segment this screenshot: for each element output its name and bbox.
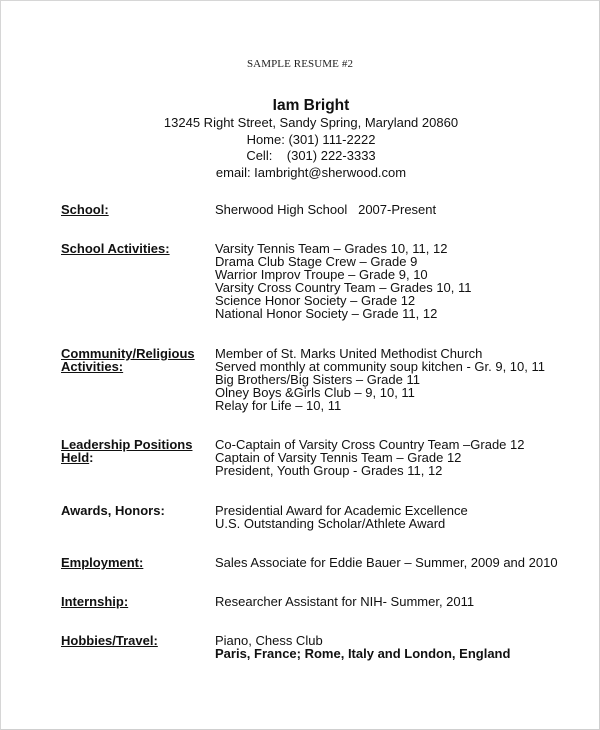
list-item: Captain of Varsity Tennis Team – Grade 12 bbox=[215, 450, 462, 465]
section-values bbox=[215, 595, 595, 608]
home-phone: Home: (301) 111-2222 bbox=[246, 131, 376, 147]
section-label: School: bbox=[61, 202, 109, 217]
section-values bbox=[215, 556, 595, 569]
section-values bbox=[215, 347, 595, 412]
section-label: Leadership Positions Held: bbox=[61, 437, 193, 465]
list-item: National Honor Society – Grade 11, 12 bbox=[215, 306, 438, 321]
list-item-bold: Paris, France; Rome, Italy and London, England bbox=[215, 646, 511, 661]
section-label: Internship: bbox=[61, 594, 129, 609]
list-item: Served monthly at community soup kitchen - Gr. 9, 10, 11 bbox=[215, 359, 545, 374]
list-item: Drama Club Stage Crew – Grade 9 bbox=[215, 254, 418, 269]
list-item: Piano, Chess Club bbox=[215, 633, 323, 648]
list-item: Varsity Tennis Team – Grades 10, 11, 12 bbox=[215, 241, 448, 256]
list-item: Big Brothers/Big Sisters – Grade 11 bbox=[215, 372, 420, 387]
section-label: Employment: bbox=[61, 555, 144, 570]
section-label: Hobbies/Travel: bbox=[61, 633, 158, 648]
list-item: Sherwood High School 2007-Present bbox=[215, 202, 437, 217]
list-item: Researcher Assistant for NIH- Summer, 2011 bbox=[215, 594, 475, 609]
list-item: U.S. Outstanding Scholar/Athlete Award bbox=[215, 516, 446, 531]
address: 13245 Right Street, Sandy Spring, Maryland 20860 bbox=[163, 115, 459, 130]
section-values bbox=[215, 634, 595, 660]
section-label: School Activities: bbox=[61, 241, 170, 256]
list-item: Co-Captain of Varsity Cross Country Team –Grade 12 bbox=[215, 437, 525, 452]
email: email: Iambright@sherwood.com bbox=[215, 164, 407, 180]
section-values bbox=[215, 504, 595, 530]
list-item: Warrior Improv Troupe – Grade 9, 10 bbox=[215, 267, 428, 282]
list-item: Science Honor Society – Grade 12 bbox=[215, 293, 416, 308]
section-label: Community/Religious Activities: bbox=[61, 346, 195, 374]
candidate-name: Iam Bright bbox=[272, 97, 350, 114]
section-values bbox=[215, 438, 595, 477]
list-item: Relay for Life – 10, 11 bbox=[215, 398, 342, 413]
list-item: Presidential Award for Academic Excellence bbox=[215, 503, 468, 518]
list-item: Member of St. Marks United Methodist Church bbox=[215, 346, 483, 361]
section-label: Awards, Honors: bbox=[61, 503, 165, 518]
list-item: Sales Associate for Eddie Bauer – Summer, 2009 and 2010 bbox=[215, 555, 558, 570]
list-item: Olney Boys &Girls Club – 9, 10, 11 bbox=[215, 385, 415, 400]
section-values bbox=[215, 203, 595, 216]
contact-header bbox=[1, 97, 600, 181]
cell-phone: Cell: (301) 222-3333 bbox=[246, 148, 376, 163]
section-values bbox=[215, 242, 595, 320]
list-item: Varsity Cross Country Team – Grades 10, 11 bbox=[215, 280, 472, 295]
list-item: President, Youth Group - Grades 11, 12 bbox=[215, 463, 443, 478]
document-title: SAMPLE RESUME #2 bbox=[246, 58, 354, 70]
